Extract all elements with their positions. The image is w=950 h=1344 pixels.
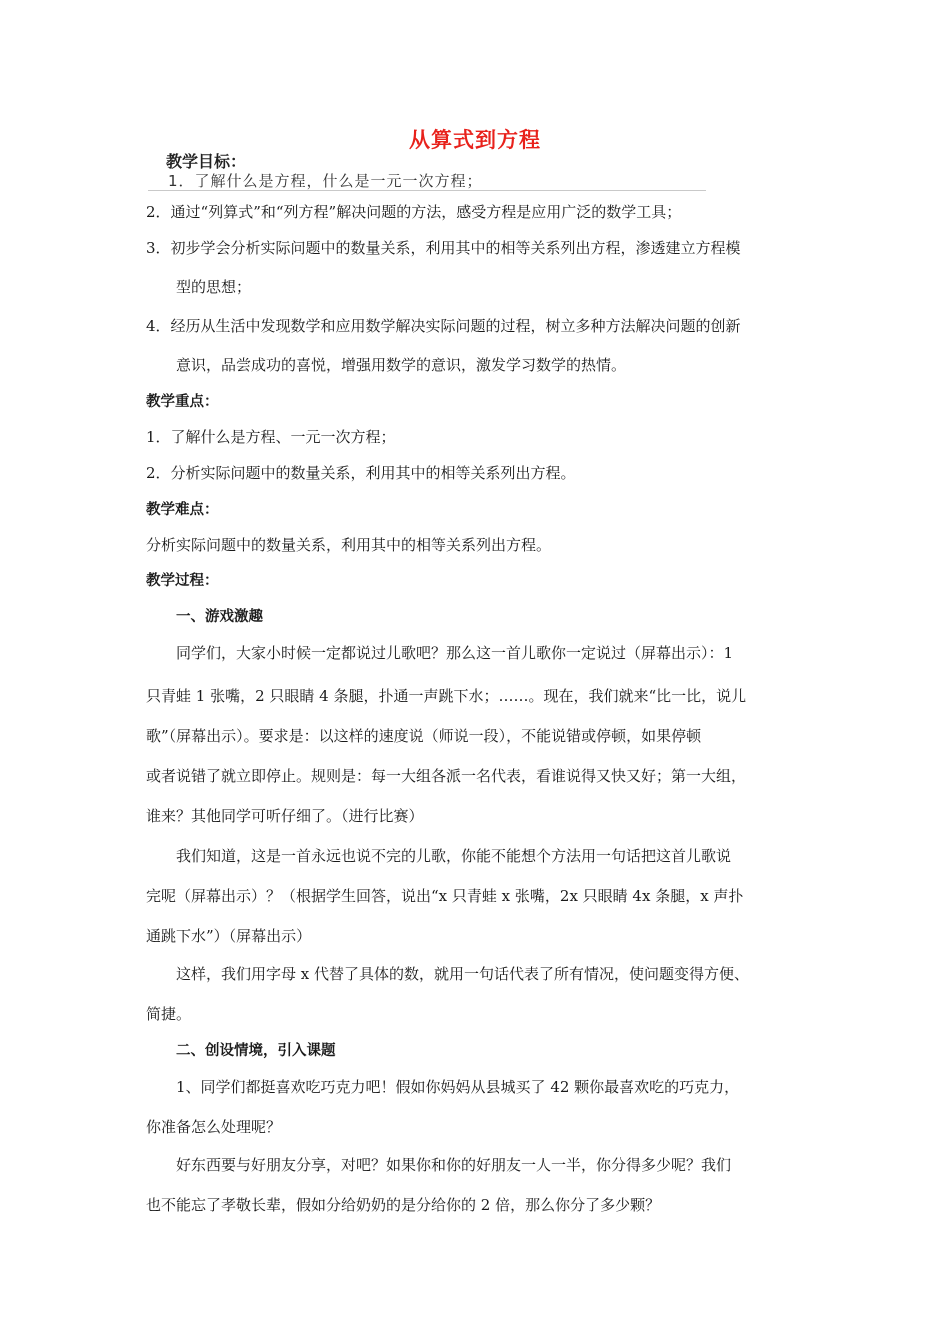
difficulty-text: 分析实际问题中的数量关系，利用其中的相等关系列出方程。 (146, 536, 552, 554)
section-1-paragraph-line: 谁来？其他同学可听仔细了。（进行比赛） (146, 807, 424, 825)
section-2-paragraph-line: 也不能忘了孝敬长辈，假如分给奶奶的是分给你的 2 倍，那么你分了多少颗？ (146, 1196, 661, 1214)
section-1-paragraph-line: 通跳下水”）（屏幕出示） (146, 927, 312, 945)
section-1-paragraph-line: 简捷。 (146, 1005, 192, 1023)
key-point-1: 1．了解什么是方程、一元一次方程； (146, 428, 396, 446)
key-point-2: 2．分析实际问题中的数量关系，利用其中的相等关系列出方程。 (146, 464, 576, 482)
section-2-paragraph-line: 好东西要与好朋友分享，对吧？如果你和你的好朋友一人一半，你分得多少呢？我们 (176, 1156, 732, 1174)
section-2-paragraph-line: 1、同学们都挺喜欢吃巧克力吧！假如你妈妈从县城买了 42 颗你最喜欢吃的巧克力， (176, 1078, 740, 1096)
section-1-paragraph-line: 歌”（屏幕出示）。要求是：以这样的速度说（师说一段），不能说错或停顿，如果停顿 (146, 727, 702, 745)
document-title: 从算式到方程 (409, 128, 541, 152)
section-1-paragraph-line: 完呢（屏幕出示）？（根据学生回答，说出“x 只青蛙 x 张嘴，2x 只眼睛 4x 条腿，x 声扑 (146, 887, 744, 905)
objective-4-continued: 意识，品尝成功的喜悦，增强用数学的意识，激发学习数学的热情。 (176, 356, 627, 374)
section-1-paragraph-line: 或者说错了就立即停止。规则是：每一大组各派一名代表，看谁说得又快又好；第一大组， (146, 767, 747, 785)
section-1-paragraph-line: 只青蛙 1 张嘴，2 只眼睛 4 条腿，扑通一声跳下水；……。现在，我们就来“比一比，说儿 (146, 687, 747, 705)
difficulty-heading: 教学难点： (146, 502, 219, 518)
divider-line (148, 190, 706, 191)
section-1-paragraph-line: 同学们，大家小时候一定都说过儿歌吧？那么这一首儿歌你一定说过（屏幕出示）：1 (176, 644, 734, 662)
objectives-heading: 教学目标： (166, 152, 247, 171)
section-1-heading: 一、游戏激趣 (176, 609, 263, 625)
section-1-paragraph-line: 我们知道，这是一首永远也说不完的儿歌，你能不能想个方法用一句话把这首儿歌说 (176, 847, 732, 865)
objective-3: 3．初步学会分析实际问题中的数量关系，利用其中的相等关系列出方程，渗透建立方程模 (146, 239, 741, 257)
process-heading: 教学过程： (146, 573, 219, 589)
section-2-paragraph-line: 你准备怎么处理呢？ (146, 1118, 282, 1136)
section-2-heading: 二、创设情境，引入课题 (176, 1043, 336, 1059)
objective-1: 1．了解什么是方程，什么是一元一次方程； (168, 172, 483, 190)
objective-4: 4．经历从生活中发现数学和应用数学解决实际问题的过程，树立多种方法解决问题的创新 (146, 317, 741, 335)
objective-3-continued: 型的思想； (176, 278, 252, 296)
objective-2: 2．通过“列算式”和“列方程”解决问题的方法，感受方程是应用广泛的数学工具； (146, 203, 682, 221)
key-points-heading: 教学重点： (146, 394, 219, 410)
section-1-paragraph-line: 这样，我们用字母 x 代替了具体的数，就用一句话代表了所有情况，使问题变得方便、 (176, 965, 749, 983)
